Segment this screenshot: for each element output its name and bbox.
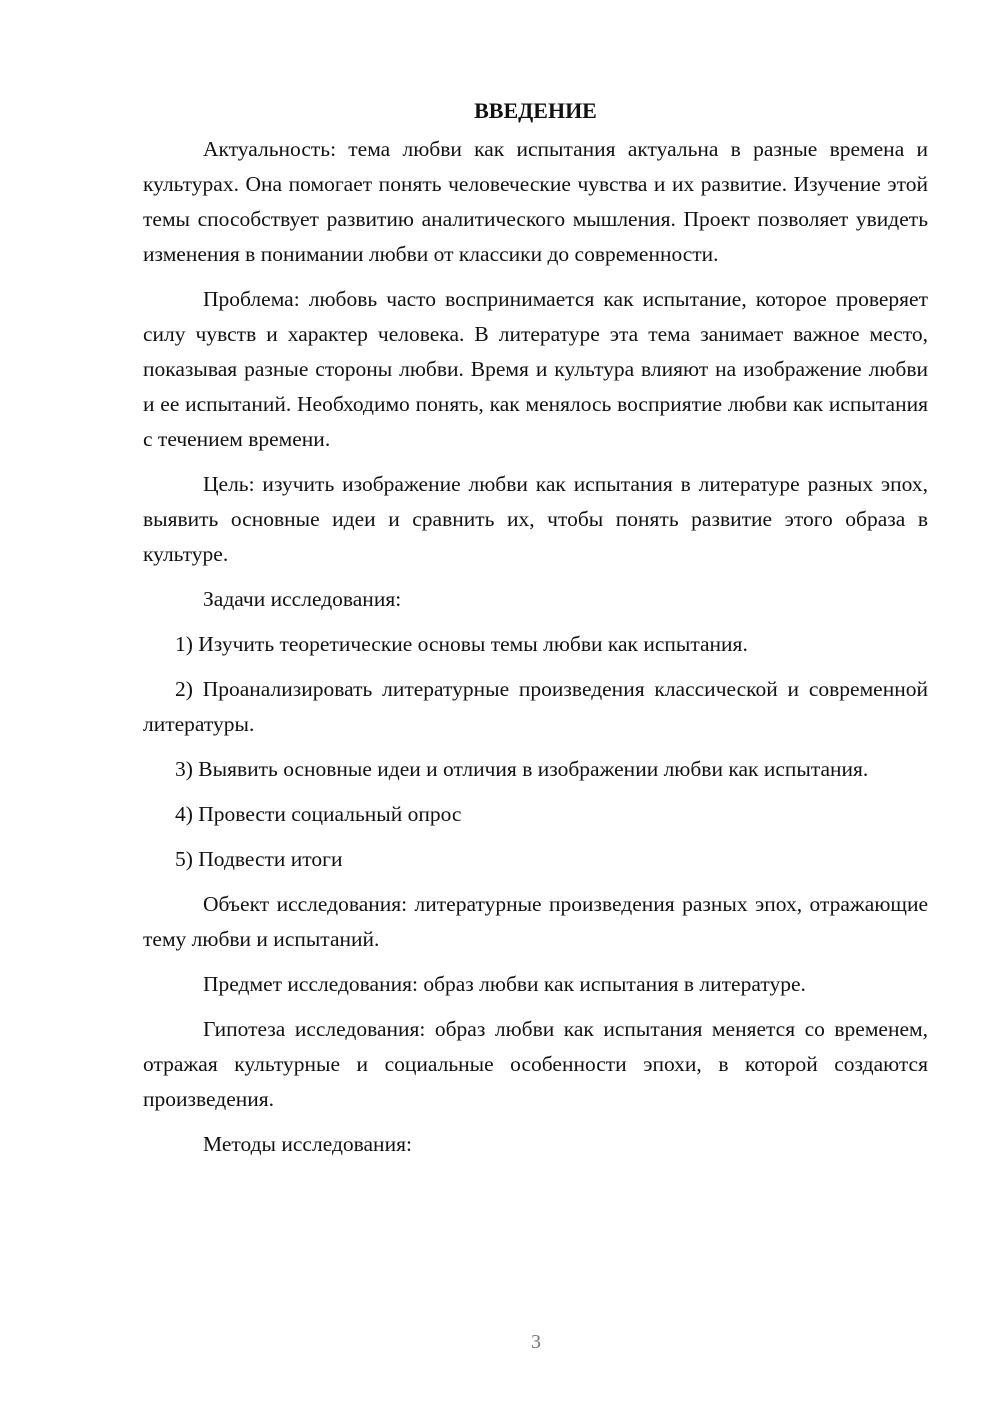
task-item: 1) Изучить теоретические основы темы любви как испытания. [175, 632, 748, 656]
section-heading: ВВЕДЕНИЕ [474, 98, 597, 123]
object-paragraph: Объект исследования: литературные произведения разных эпох, отражающие тему любви и испытаний. [143, 892, 928, 951]
page-number: 3 [531, 1331, 541, 1353]
document-page [143, 96, 928, 1172]
task-item: 3) Выявить основные идеи и отличия в изображении любви как испытания. [175, 757, 869, 781]
methods-label: Методы исследования: [203, 1132, 412, 1156]
task-item: 2) Проанализировать литературные произведения классической и современной литературы. [143, 677, 928, 736]
task-item: 5) Подвести итоги [175, 847, 343, 871]
relevance-paragraph: Актуальность: тема любви как испытания актуальна в разные времена и культурах. Она помогает понять человеческие чувства и их развитие. Изучение этой темы способствует развитию аналитического мышления. Проект позволяет увидеть изменения в понимании любви от классики до современности. [143, 137, 928, 266]
tasks-label: Задачи исследования: [203, 587, 402, 611]
problem-paragraph: Проблема: любовь часто воспринимается как испытание, которое проверяет силу чувств и характер человека. В литературе эта тема занимает важное место, показывая разные стороны любви. Время и культура влияют на изображение любви и ее испытаний. Необходимо понять, как менялось восприятие любви как испытания с течением времени. [143, 287, 928, 451]
hypothesis-paragraph: Гипотеза исследования: образ любви как испытания меняется со временем, отражая культурные и социальные особенности эпохи, в которой создаются произведения. [143, 1017, 928, 1111]
goal-paragraph: Цель: изучить изображение любви как испытания в литературе разных эпох, выявить основные идеи и сравнить их, чтобы понять развитие этого образа в культуре. [143, 472, 928, 566]
task-item: 4) Провести социальный опрос [175, 802, 462, 826]
subject-paragraph: Предмет исследования: образ любви как испытания в литературе. [203, 972, 806, 996]
